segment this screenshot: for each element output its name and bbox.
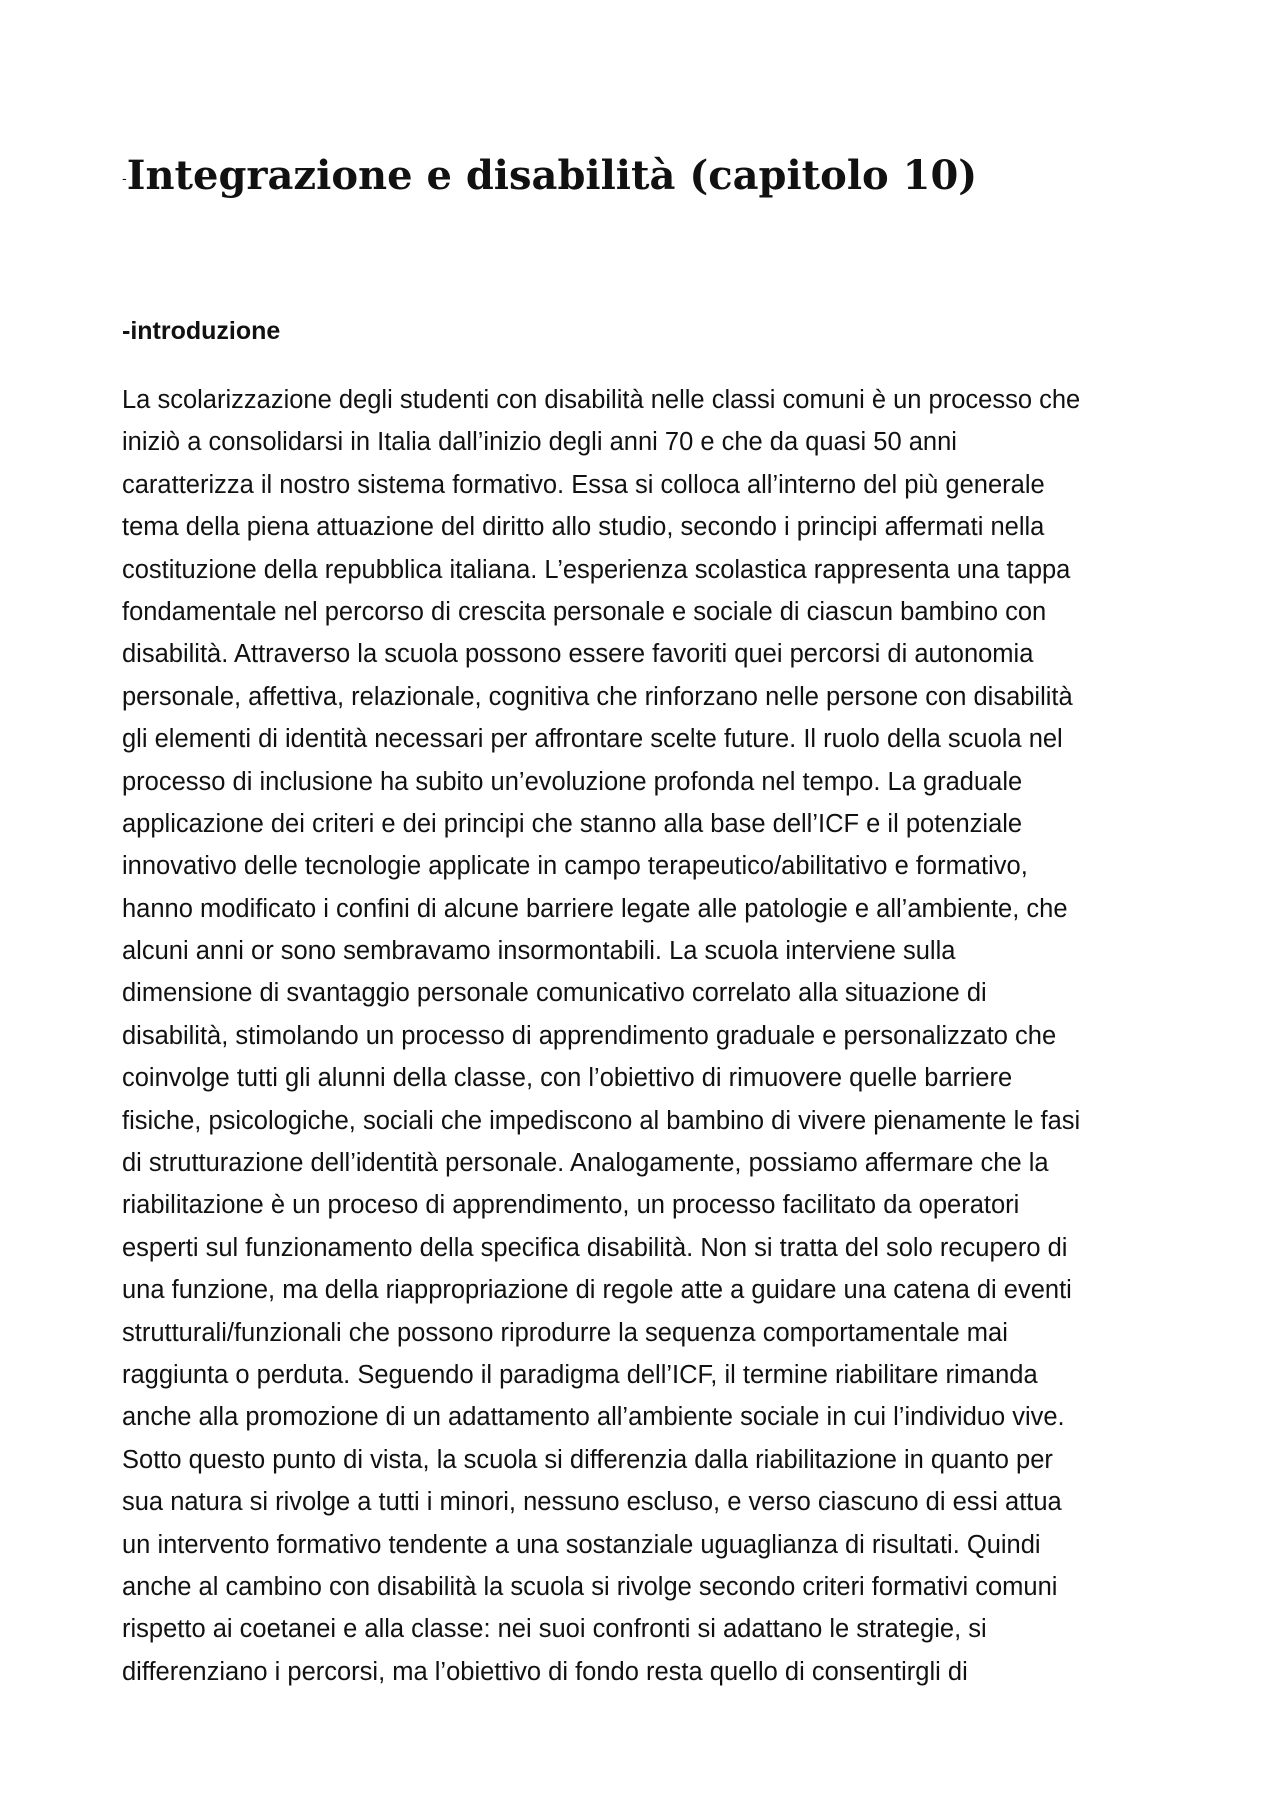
title-text: Integrazione e disabilità (capitolo 10) bbox=[126, 152, 978, 199]
paragraph-line: rispetto ai coetanei e alla classe: nei suoi confronti si adattano le strategie, si bbox=[122, 1615, 987, 1644]
paragraph-line: iniziò a consolidarsi in Italia dall’inizio degli anni 70 e che da quasi 50 anni bbox=[122, 428, 957, 457]
page-title bbox=[122, 150, 977, 205]
paragraph-line: gli elementi di identità necessari per affrontare scelte future. Il ruolo della scuola nel bbox=[122, 725, 1063, 754]
section-heading: -introduzione bbox=[122, 317, 281, 345]
title-dash: - bbox=[122, 171, 127, 187]
paragraph-line: disabilità, stimolando un processo di apprendimento graduale e personalizzato che bbox=[122, 1021, 1057, 1050]
paragraph-line: dimensione di svantaggio personale comunicativo correlato alla situazione di bbox=[122, 979, 987, 1008]
paragraph-line: applicazione dei criteri e dei principi che stanno alla base dell’ICF e il potenziale bbox=[122, 809, 1023, 838]
paragraph-line: di strutturazione dell’identità personale. Analogamente, possiamo affermare che la bbox=[122, 1149, 1049, 1178]
paragraph-line: fisiche, psicologiche, sociali che impediscono al bambino di vivere pienamente le fasi bbox=[122, 1106, 1081, 1135]
paragraph-line: un intervento formativo tendente a una sostanziale uguaglianza di risultati. Quindi bbox=[122, 1530, 1041, 1559]
paragraph-line: La scolarizzazione degli studenti con disabilità nelle classi comuni è un processo che bbox=[122, 386, 1081, 414]
paragraph-line: processo di inclusione ha subito un’evoluzione profonda nel tempo. La graduale bbox=[122, 767, 1023, 796]
paragraph-line: caratterizza il nostro sistema formativo. Essa si colloca all’interno del più generale bbox=[122, 470, 1045, 499]
paragraph-line: anche al cambino con disabilità la scuola si rivolge secondo criteri formativi comuni bbox=[122, 1572, 1058, 1601]
paragraph-line: raggiunta o perduta. Seguendo il paradigma dell’ICF, il termine riabilitare rimanda bbox=[122, 1360, 1038, 1389]
paragraph-line: Sotto questo punto di vista, la scuola si differenzia dalla riabilitazione in quanto per bbox=[122, 1445, 1053, 1474]
paragraph-line: costituzione della repubblica italiana. L’esperienza scolastica rappresenta una tappa bbox=[122, 555, 1071, 584]
paragraph-line: coinvolge tutti gli alunni della classe, con l’obiettivo di rimuovere quelle barriere bbox=[122, 1064, 1013, 1093]
paragraph-line: strutturali/funzionali che possono riprodurre la sequenza comportamentale mai bbox=[122, 1318, 1008, 1347]
paragraph-line: sua natura si rivolge a tutti i minori, nessuno escluso, e verso ciascuno di essi attua bbox=[122, 1488, 1062, 1517]
paragraph-line: esperti sul funzionamento della specifica disabilità. Non si tratta del solo recupero di bbox=[122, 1233, 1068, 1262]
paragraph-line: una funzione, ma della riappropriazione di regole atte a guidare una catena di eventi bbox=[122, 1276, 1072, 1305]
body-paragraph bbox=[122, 379, 1167, 1693]
paragraph-line: personale, affettiva, relazionale, cognitiva che rinforzano nelle persone con disabilità bbox=[122, 682, 1073, 711]
paragraph-line: disabilità. Attraverso la scuola possono essere favoriti quei percorsi di autonomia bbox=[122, 640, 1034, 669]
paragraph-line: fondamentale nel percorso di crescita personale e sociale di ciascun bambino con bbox=[122, 597, 1047, 626]
paragraph-line: anche alla promozione di un adattamento all’ambiente sociale in cui l’individuo vive. bbox=[122, 1403, 1065, 1432]
paragraph-line: innovativo delle tecnologie applicate in campo terapeutico/abilitativo e formativo, bbox=[122, 852, 1028, 881]
paragraph-line: tema della piena attuazione del diritto allo studio, secondo i principi affermati nella bbox=[122, 513, 1045, 542]
paragraph-line: riabilitazione è un proceso di apprendimento, un processo facilitato da operatori bbox=[122, 1191, 1020, 1220]
paragraph-line: alcuni anni or sono sembravamo insormontabili. La scuola interviene sulla bbox=[122, 937, 956, 966]
paragraph-line: hanno modificato i confini di alcune barriere legate alle patologie e all’ambiente, che bbox=[122, 894, 1068, 923]
paragraph-line: differenziano i percorsi, ma l’obiettivo di fondo resta quello di consentirgli di bbox=[122, 1657, 968, 1686]
